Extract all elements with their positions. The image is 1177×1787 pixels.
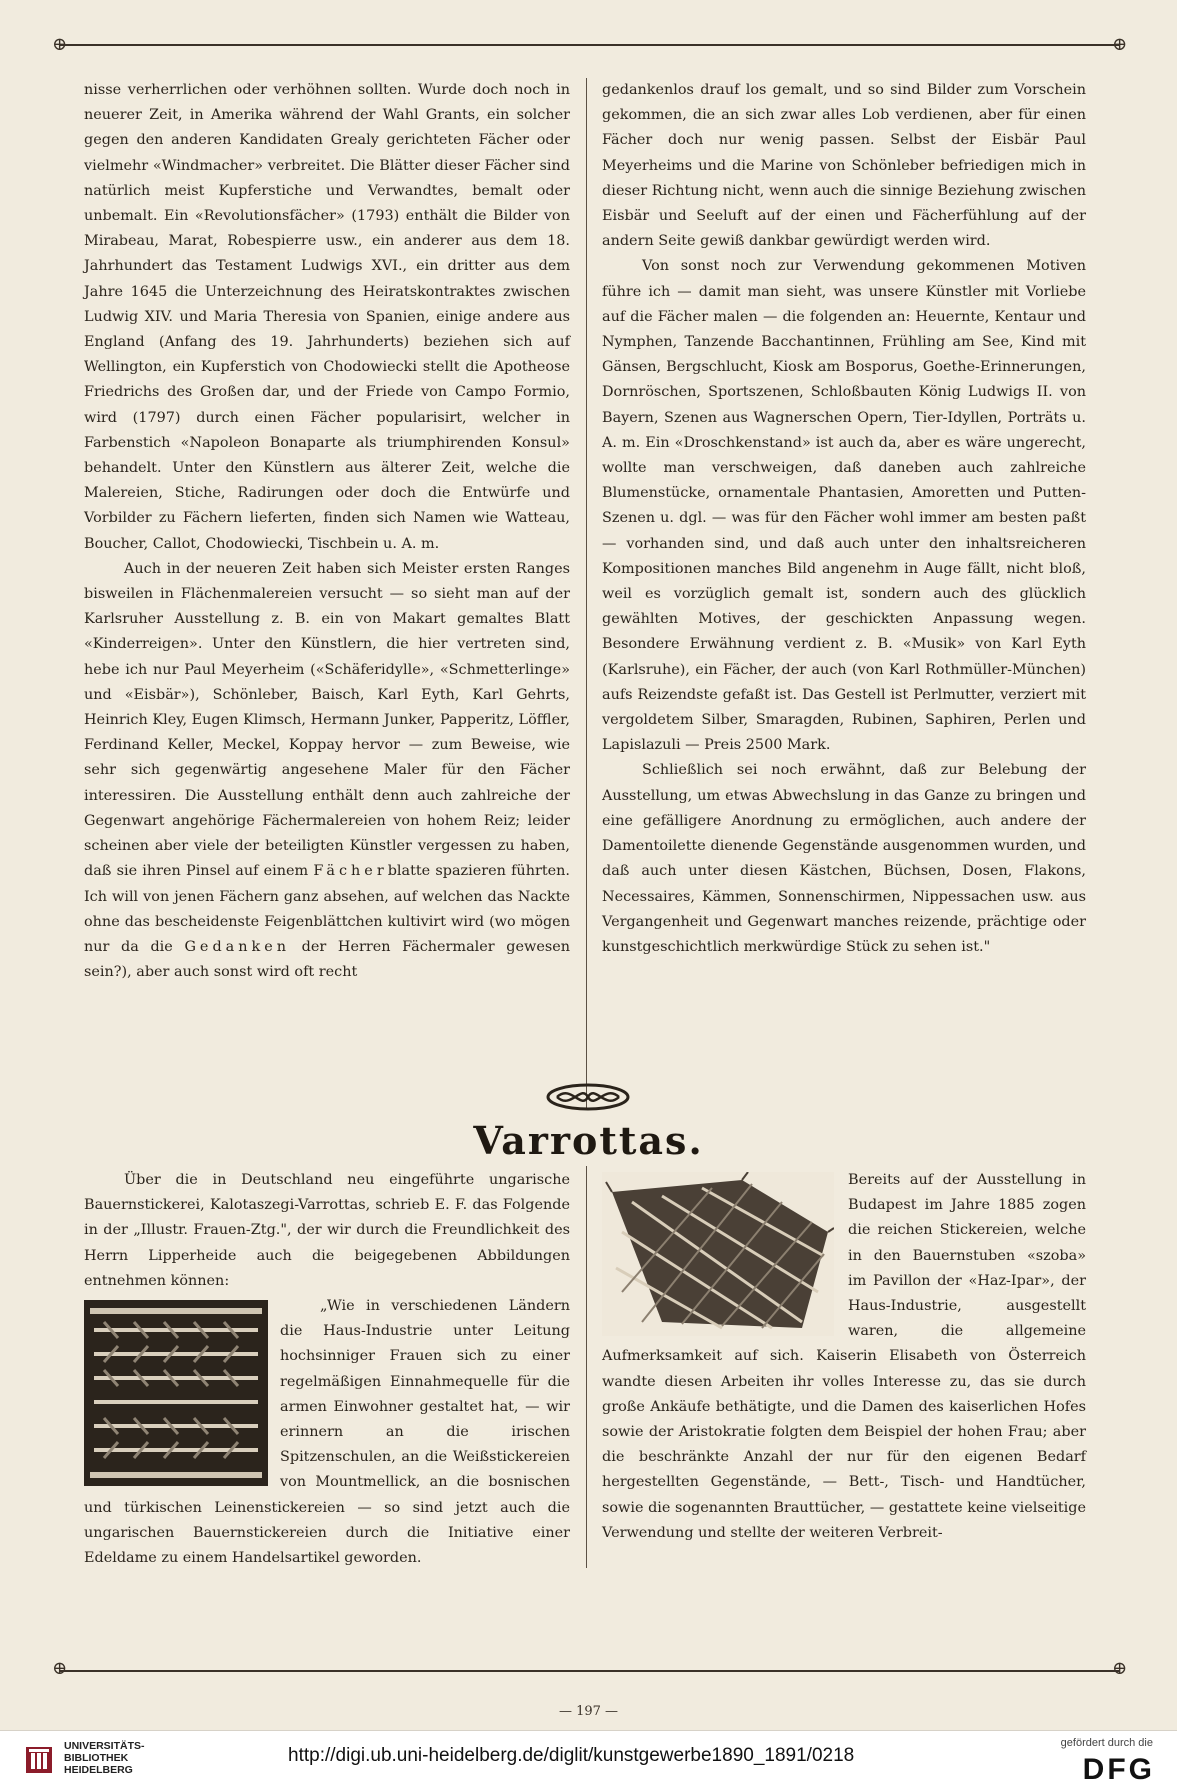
paragraph: „Wie in verschiedenen Ländern die Haus-Industrie unter Leitung hochsinniger Frauen sich zu einer regelmäßigen Einnahmequelle für die armen Einwohner gestaltet hat, — wir erinnern an die irischen Spitzenschulen, an die Weißstickereien von Mountmellick, an die bosnischen und türkischen Leinenstickereien — so sind jetzt auch die ungarischen Bauernstickereien durch die Initiative einer Edeldame zu einem Handelsartikel geworden. xyxy=(84,1298,570,1567)
corner-ornament-bottom-right: ⊕ xyxy=(1112,1658,1128,1679)
paragraph: gedankenlos drauf los gemalt, und so sind Bilder zum Vorschein gekommen, die an sich zwar alles Lob verdienen, aber für einen Fächer doch nur wenig passen. Selbst der Eisbär Paul Meyerheims und die Marine von Schönleber befriedigen mich in dieser Richtung nicht, wenn auch die sinnige Beziehung zwischen Eisbär und Seeluft auf der einen und Fächerfühlung auf der andern Seite gewiß dankbar gewürdigt werden wird. xyxy=(602,82,1086,250)
university-library-logo-icon xyxy=(24,1743,54,1775)
dfg-logo: DFG xyxy=(1082,1753,1155,1786)
corner-ornament-top-left: ⊕ xyxy=(52,34,68,55)
paragraph: Von sonst noch zur Verwendung gekommenen Motiven führe ich — damit man sieht, was unsere Künstler mit Vorliebe auf die Fächer malen — die folgenden an: Heuernte, Kentaur und Nymphen, Tanzende Bacchantinnen, Frühling am See, Kind mit Gänsen, Bergschlucht, Kiosk am Bosporus, Goethe-Erinnerungen, Dornröschen, Sportszenen, Schloßbauten König Ludwigs II. von Bayern, Szenen aus Wagnerschen Opern, Tier-Idyllen, Porträts u. A. m. Ein «Droschkenstand» ist auch da, aber es wäre ungerecht, wollte man verschweigen, daß daneben auch zahlreiche Blumenstücke, ornamentale Phantasien, Amoretten und Putten-Szenen u. dgl. — was für den Fächer wohl immer am besten paßt — vorhanden sind, und daß auch unter den inhaltsreicheren Kompositionen manches Bild angenehm in Auge fällt, nicht bloß, weil es vorzüglich gemalt ist, sondern auch des glücklich gewählten Motives, der geschickten Anpassung wegen. Besondere Erwähnung verdient z. B. «Musik» von Karl Eyth (Karlsruhe), ein Fächer, der auch (von Karl Rothmüller-München) aufs Reizendste gefaßt ist. Das Gestell ist Perlmutter, verziert mit vergoldetem Silber, Smaragden, Rubinen, Saphiren, Perlen und Lapislazuli — Preis 2500 Mark. xyxy=(602,258,1086,754)
spaced-word: Fächer xyxy=(313,863,388,880)
page-number: — 197 — xyxy=(558,1704,619,1719)
paragraph: Bereits auf der Ausstellung in Budapest im Jahre 1885 zogen die reichen Stickereien, welche in den Bauernstuben «szoba» im Pavillon der «Haz-Ipar», der Haus-Industrie, ausgestellt waren, die allgemeine Aufmerksamkeit auf sich. Kaiserin Elisabeth von Österreich wandte diesen Arbeiten ihr volles Interesse zu, das sie durch große Ankäufe bethätigte, und die Damen des kaiserlichen Hofes sowie der Aristokratie folgten dem Beispiel der hohen Frau; aber die beschränkte Anzahl der nur für den eigenen Bedarf hergestellten Gegenstände, — Bett-, Tisch- und Handtücher, sowie die sogenannten Brauttücher, — gestattete keine vielseitige Verwendung und stellte der weiteren Verbreit- xyxy=(602,1172,1086,1541)
article-column-right xyxy=(602,78,1086,960)
institution-name: UNIVERSITÄTS- BIBLIOTHEK HEIDELBERG xyxy=(64,1740,145,1776)
paragraph: nisse verherrlichen oder verhöhnen sollten. Wurde doch noch in neuerer Zeit, in Amerika während der Wahl Grants, ein solcher gegen den anderen Kandidaten Grealy gerichteten Fächer oder vielmehr «Windmacher» verbreitet. Die Blätter dieser Fächer sind natürlich meist Kupferstiche und Verwandtes, bemalt oder unbemalt. Ein «Revolutionsfächer» (1793) enthält die Bilder von Mirabeau, Marat, Robespierre usw., ein anderer aus dem 18. Jahrhundert das Testament Ludwigs XVI., ein dritter aus dem Jahre 1645 die Unterzeichnung des Heiratskontraktes zwischen Ludwig XIV. und Maria Theresia von Spanien, einige andere aus England (Anfang des 19. Jahrhunderts) beziehen sich auf Wellington, ein Kupferstich von Chodowiecki stellt die Apotheose Friedrichs des Großen dar, und der Friede von Campo Formio, wird (1797) durch einen Fächer popularisirt, welcher in Farbenstich «Napoleon Bonaparte als triumphirenden Konsul» behandelt. Unter den Künstlern aus älterer Zeit, welche die Malereien, Stiche, Radirungen oder doch die Entwürfe und Vorbilder zu Fächern lieferten, finden sich Namen wie Watteau, Boucher, Callot, Chodowiecki, Tischbein u. A. m. xyxy=(84,82,570,552)
varrottas-column-right xyxy=(602,1168,1086,1546)
corner-ornament-top-right: ⊕ xyxy=(1112,34,1128,55)
column-divider xyxy=(586,78,587,1108)
embroidered-cloth-image xyxy=(602,1172,834,1336)
varrottas-column-left xyxy=(84,1168,570,1571)
article-column-left xyxy=(84,78,570,985)
funding-note: gefördert durch die xyxy=(1060,1737,1153,1749)
paragraph: Über die in Deutschland neu eingeführte ungarische Bauernstickerei, Kalotaszegi-Varrottas, schrieb E. F. das Folgende in der „Illustr. Frauen-Ztg.", der wir durch die Freundlichkeit des Herrn Lipperheide auch die beigegebenen Abbildungen entnehmen können: xyxy=(84,1172,570,1289)
column-divider xyxy=(586,1166,587,1568)
paragraph: Auch in der neueren Zeit haben sich Meister ersten Ranges bisweilen in Flächenmalereien versucht — so sieht man auf der Karlsruher Ausstellung z. B. ein von Makart gemaltes Blatt «Kinderreigen». Unter den Künstlern, die hier vertreten sind, hebe ich nur Paul Meyerheim («Schäferidylle», «Schmetterlinge» und «Eisbär»), Schönleber, Baisch, Karl Eyth, Karl Gehrts, Heinrich Kley, Eugen Klimsch, Hermann Junker, Papperitz, Löffler, Ferdinand Keller, Meckel, Koppay hervor — zum Beweise, wie sehr sich gegenwärtig angesehene Maler für den Fächer interessiren. Die Ausstellung enthält denn auch zahlreiche der Gegenwart angehörige Fächermalereien von hohem Reiz; leider scheinen aber viele der beteiligten Künstler vergessen zu haben, daß sie ihren Pinsel auf einem Fächerblatte spazieren führten. Ich will von jenen Fächern ganz absehen, auf welchen das Nackte ohne das bescheidenste Feigenblättchen kultivirt wird (wo mögen nur da die Gedanken der Herren Fächermaler gewesen sein?), aber auch sonst wird oft recht xyxy=(84,560,571,981)
decorative-ornament-icon xyxy=(543,1082,633,1112)
embroidery-sample-image xyxy=(84,1300,268,1486)
source-url-link[interactable]: http://digi.ub.uni-heidelberg.de/diglit/kunstgewerbe1890_1891/0218 xyxy=(288,1745,855,1766)
paragraph: Schließlich sei noch erwähnt, daß zur Belebung der Ausstellung, um etwas Abwechslung in das Ganze zu bringen und eine gefälligere Anordnung zu ermöglichen, auch andere der Damentoilette dienende Gegenstände ausgenommen wurden, und daß auch unter diesen Kästchen, Büchsen, Dosen, Flakons, Necessaires, Kämmen, Sonnenschirmen, Nippessachen usw. aus Vergangenheit und Gegenwart manches reizende, prächtige oder kunstgeschichtlich merkwürdige Stück zu sehen ist." xyxy=(602,762,1086,955)
digitization-footer xyxy=(0,1730,1177,1787)
corner-ornament-bottom-left: ⊕ xyxy=(52,1658,68,1679)
spaced-word: Gedanken xyxy=(184,938,291,955)
section-heading: Varrottas. xyxy=(473,1118,704,1163)
